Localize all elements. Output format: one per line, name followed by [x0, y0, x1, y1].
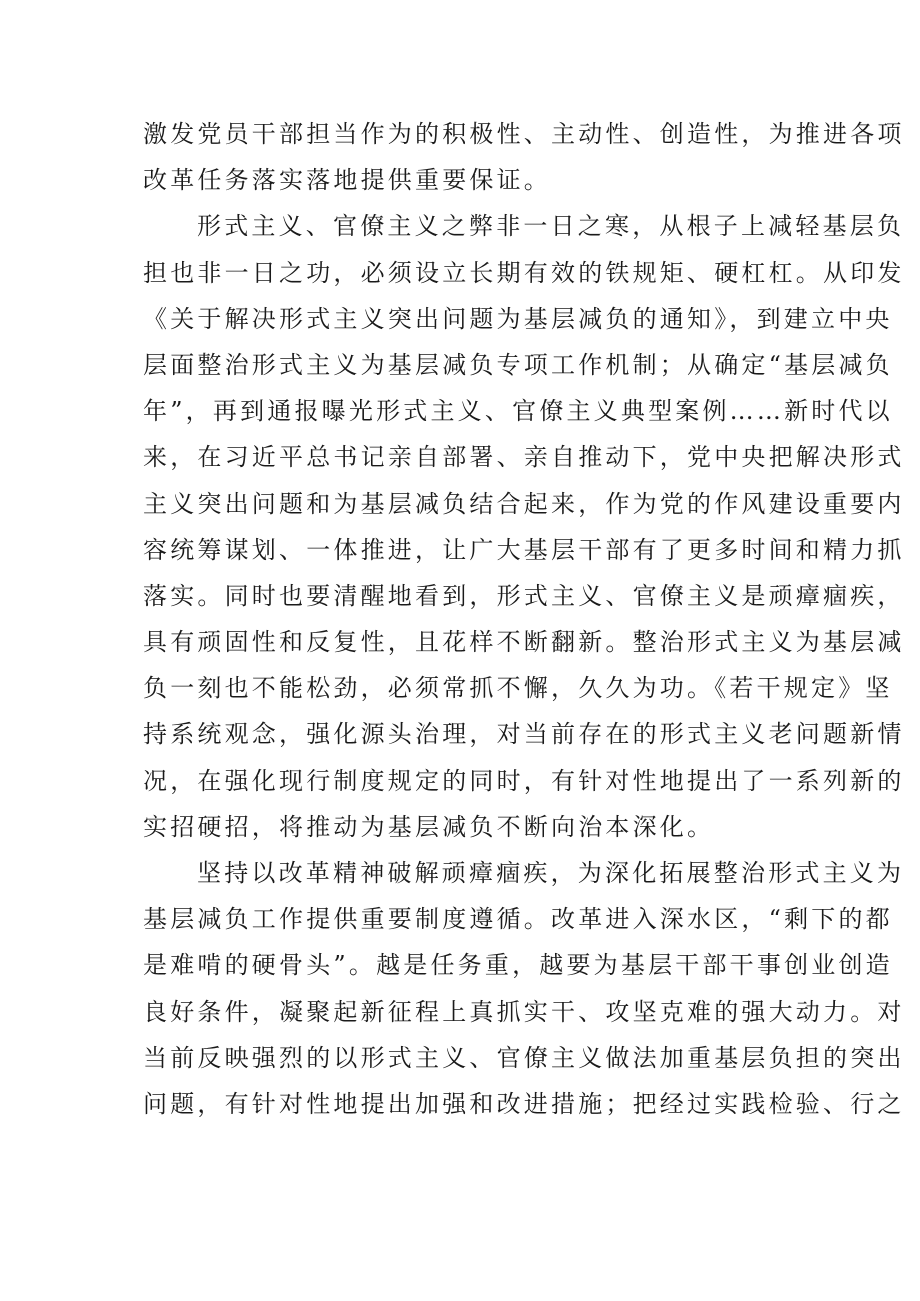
text-line: 具有顽固性和反复性，且花样不断翻新。整治形式主义为基层减 — [143, 628, 905, 657]
text-line: 基层减负工作提供重要制度遵循。改革进入深水区，“剩下的都 — [143, 905, 893, 934]
text-line: 良好条件，凝聚起新征程上真抓实干、攻坚克难的强大动力。对 — [143, 997, 905, 1026]
text-line: 容统筹谋划、一体推进，让广大基层干部有了更多时间和精力抓 — [143, 535, 905, 564]
text-line: 实招硬招，将推动为基层减负不断向治本深化。 — [143, 812, 715, 841]
text-line: 担也非一日之功，必须设立长期有效的铁规矩、硬杠杠。从印发 — [143, 258, 905, 287]
text-line: 激发党员干部担当作为的积极性、主动性、创造性，为推进各项 — [143, 120, 905, 148]
text-line: 是难啃的硬骨头”。越是任务重，越要为基层干部干事创业创造 — [143, 951, 893, 980]
paragraph — [143, 111, 905, 203]
text-line: 况，在强化现行制度规定的同时，有针对性地提出了一系列新的 — [143, 766, 905, 795]
document-body — [143, 111, 905, 1127]
text-line: 形式主义、官僚主义之弊非一日之寒，从根子上减轻基层负 — [197, 212, 905, 241]
text-line: 《关于解决形式主义突出问题为基层减负的通知》，到建立中央 — [143, 304, 893, 333]
text-line: 落实。同时也要清醒地看到，形式主义、官僚主义是顽瘴痼疾， — [143, 581, 905, 610]
text-line: 当前反映强烈的以形式主义、官僚主义做法加重基层负担的突出 — [143, 1043, 905, 1072]
text-line: 改革任务落实落地提供重要保证。 — [143, 166, 551, 195]
text-line: 来，在习近平总书记亲自部署、亲自推动下，党中央把解决形式 — [143, 443, 905, 472]
text-line: 问题，有针对性地提出加强和改进措施；把经过实践检验、行之 — [143, 1089, 905, 1118]
text-line: 持系统观念，强化源头治理，对当前存在的形式主义老问题新情 — [143, 720, 905, 749]
text-line: 坚持以改革精神破解顽瘴痼疾，为深化拓展整治形式主义为 — [197, 859, 905, 887]
text-line: 负一刻也不能松劲，必须常抓不懈，久久为功。《若干规定》坚 — [143, 674, 893, 703]
paragraph — [143, 850, 905, 1127]
paragraph — [143, 203, 905, 850]
text-line: 主义突出问题和为基层减负结合起来，作为党的作风建设重要内 — [143, 489, 905, 518]
text-line: 层面整治形式主义为基层减负专项工作机制；从确定“基层减负 — [143, 350, 893, 379]
text-line: 年”，再到通报曝光形式主义、官僚主义典型案例……新时代以 — [143, 397, 893, 426]
